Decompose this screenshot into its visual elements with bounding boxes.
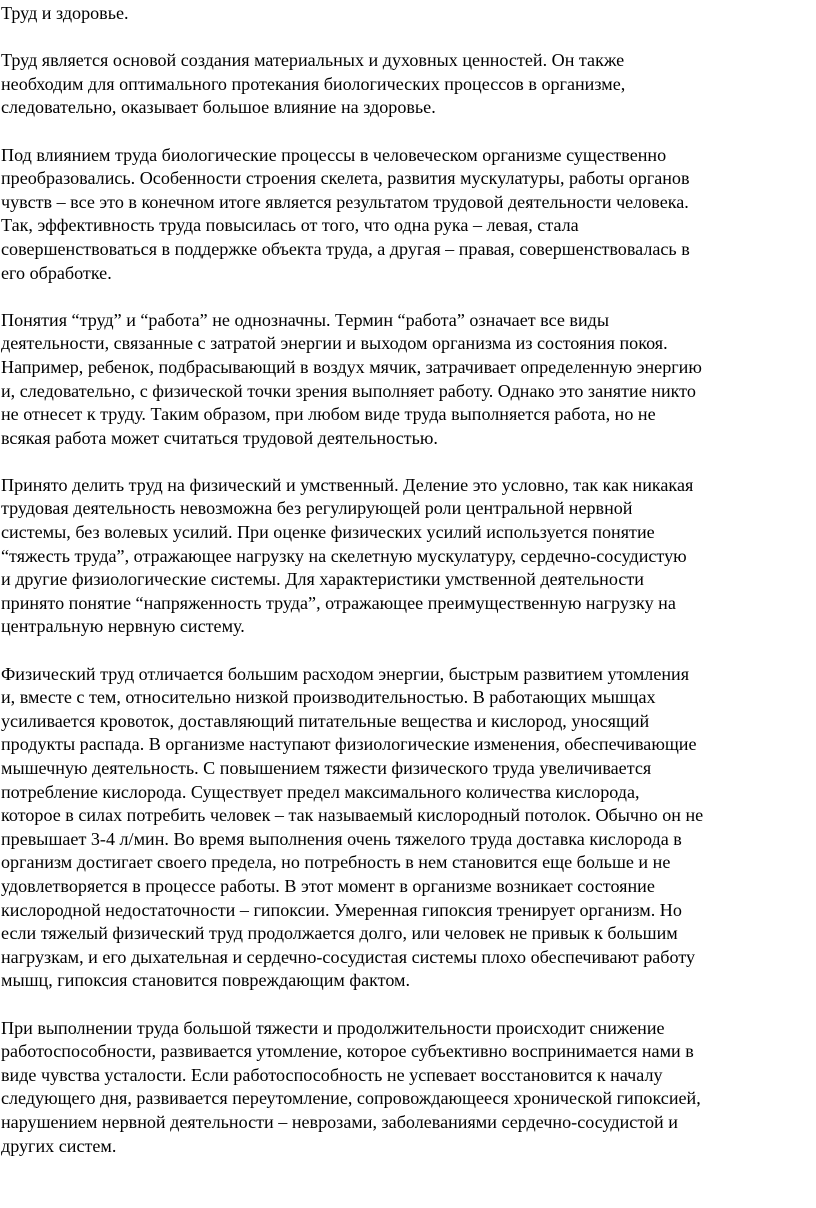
text-line: Под влиянием труда биологические процессы в человеческом организме существенно bbox=[1, 144, 667, 165]
text-line: При выполнении труда большой тяжести и продолжительности происходит снижение bbox=[1, 1017, 665, 1038]
text-line: виде чувства усталости. Если работоспособность не успевает восстановится к началу bbox=[1, 1064, 663, 1085]
paragraph-3 bbox=[1, 309, 816, 451]
text-line: мышц, гипоксия становится повреждающим фактом. bbox=[1, 970, 410, 991]
text-line: и, следовательно, с физической точки зрения выполняет работу. Однако это занятие никто bbox=[1, 380, 696, 401]
text-line: Понятия “труд” и “работа” не однозначны. Термин “работа” означает все виды bbox=[1, 309, 610, 330]
text-line: следовательно, оказывает большое влияние на здоровье. bbox=[1, 97, 436, 118]
text-line: принято понятие “напряженность труда”, отражающее преимущественную нагрузку на bbox=[1, 592, 676, 613]
text-line: удовлетворяется в процессе работы. В этот момент в организме возникает состояние bbox=[1, 875, 655, 896]
paragraph-5 bbox=[1, 663, 816, 993]
text-line: системы, без волевых усилий. При оценке физических усилий используется понятие bbox=[1, 522, 655, 543]
text-line: не отнесет к труду. Таким образом, при любом виде труда выполняется работа, но не bbox=[1, 404, 656, 425]
text-line: Например, ребенок, подбрасывающий в воздух мячик, затрачивает определенную энергию bbox=[1, 356, 702, 377]
paragraph-4 bbox=[1, 474, 816, 639]
text-line: его обработке. bbox=[1, 262, 112, 283]
paragraph-6 bbox=[1, 1017, 816, 1159]
document-title: Труд и здоровье. bbox=[1, 3, 129, 23]
text-line: преобразовались. Особенности строения скелета, развития мускулатуры, работы органов bbox=[1, 168, 690, 189]
text-line: необходим для оптимального протекания биологических процессов в организме, bbox=[1, 73, 626, 94]
text-line: чувств – все это в конечном итоге является результатом трудовой деятельности человека. bbox=[1, 191, 689, 212]
text-line: продукты распада. В организме наступают физиологические изменения, обеспечивающие bbox=[1, 734, 697, 755]
text-line: следующего дня, развивается переутомление, сопровождающееся хронической гипоксией, bbox=[1, 1088, 701, 1109]
text-line: мышечную деятельность. С повышением тяжести физического труда увеличивается bbox=[1, 758, 652, 778]
text-line: если тяжелый физический труд продолжается долго, или человек не привык к большим bbox=[1, 923, 678, 944]
text-line: потребление кислорода. Существует предел максимального количества кислорода, bbox=[1, 781, 640, 802]
paragraph-2 bbox=[1, 144, 816, 286]
text-line: и другие физиологические системы. Для характеристики умственной деятельности bbox=[1, 569, 644, 590]
paragraph-1 bbox=[1, 49, 816, 120]
text-line: работоспособности, развивается утомление, которое субъективно воспринимается нами в bbox=[1, 1041, 694, 1062]
text-line: “тяжесть труда”, отражающее нагрузку на скелетную мускулатуру, сердечно-сосудистую bbox=[1, 545, 687, 566]
text-line: превышает 3-4 л/мин. Во время выполнения очень тяжелого труда доставка кислорода в bbox=[1, 828, 682, 849]
text-line: деятельности, связанные с затратой энергии и выходом организма из состояния покоя. bbox=[1, 333, 668, 354]
text-line: усиливается кровоток, доставляющий питательные вещества и кислород, уносящий bbox=[1, 710, 650, 731]
text-line: Труд является основой создания материальных и духовных ценностей. Он также bbox=[1, 50, 625, 71]
text-line: нагрузкам, и его дыхательная и сердечно-сосудистая системы плохо обеспечивают работу bbox=[1, 946, 696, 967]
text-line: всякая работа может считаться трудовой деятельностью. bbox=[1, 427, 438, 448]
text-line: других систем. bbox=[1, 1135, 117, 1156]
text-line: совершенствоваться в поддержке объекта труда, а другая – правая, совершенствовалась в bbox=[1, 238, 690, 259]
text-line: Принято делить труд на физический и умственный. Деление это условно, так как никакая bbox=[1, 474, 694, 495]
text-line: центральную нервную систему. bbox=[1, 616, 245, 637]
text-line: организм достигает своего предела, но потребность в нем становится еще больше и не bbox=[1, 852, 671, 873]
text-line: Физический труд отличается большим расходом энергии, быстрым развитием утомления bbox=[1, 663, 690, 684]
text-line: трудовая деятельность невозможна без регулирующей роли центральной нервной bbox=[1, 498, 633, 519]
text-line: кислородной недостаточности – гипоксии. Умеренная гипоксия тренирует организм. Но bbox=[1, 899, 682, 920]
text-line: нарушением нервной деятельности – неврозами, заболеваниями сердечно-сосудистой и bbox=[1, 1111, 678, 1132]
text-line: которое в силах потребить человек – так называемый кислородный потолок. Обычно он не bbox=[1, 805, 704, 826]
text-line: и, вместе с тем, относительно низкой производительностью. В работающих мышцах bbox=[1, 687, 656, 708]
text-line: Так, эффективность труда повысилась от того, что одна рука – левая, стала bbox=[1, 215, 579, 236]
